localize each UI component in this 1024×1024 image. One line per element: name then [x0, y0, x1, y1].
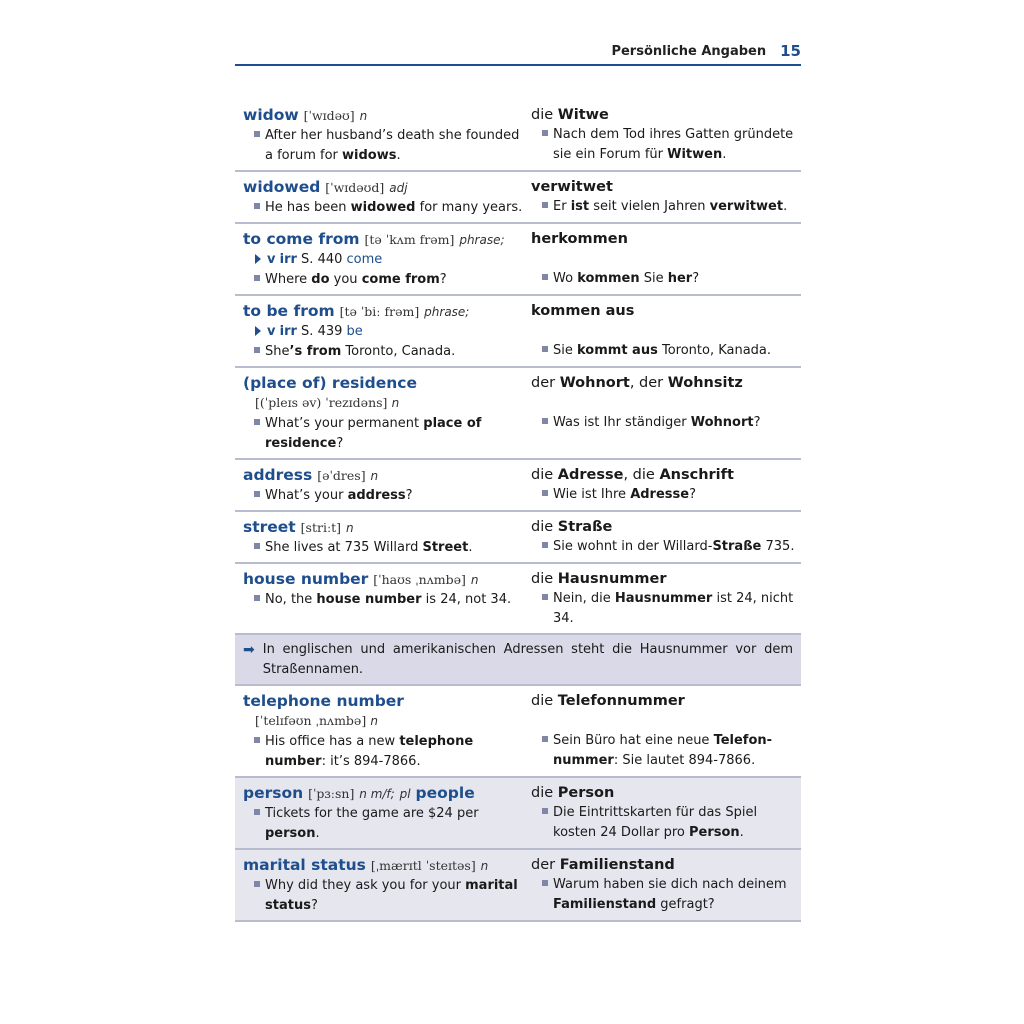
entry-headline — [243, 229, 523, 250]
text: Why did they ask you for your — [265, 878, 466, 893]
entry-headline — [243, 105, 523, 126]
german-column — [523, 301, 801, 362]
bold-text: Straße — [557, 519, 613, 535]
german-example — [531, 537, 801, 557]
text: for many years. — [415, 200, 523, 215]
english-example — [243, 126, 523, 166]
german-column — [523, 855, 801, 916]
section-title: Persönliche Angaben — [611, 43, 767, 59]
bullet-icon — [542, 880, 548, 886]
part-of-speech: n — [370, 469, 379, 483]
note-text: In englischen und amerikanischen Adressen steht die Hausnummer vor dem Straßennamen. — [262, 642, 793, 677]
english-column — [235, 517, 523, 558]
bold-text: Anschrift — [659, 467, 734, 483]
german-example — [531, 125, 801, 165]
part-of-speech: n — [480, 859, 489, 873]
bold-text: telephone number — [265, 734, 474, 769]
text: Toronto, Canada. — [341, 344, 456, 359]
bold-text: ist — [570, 199, 590, 214]
english-column — [235, 229, 523, 290]
text: Sie — [553, 343, 577, 358]
headword: house number — [243, 570, 369, 588]
pronunciation: [ˌmærɪtl ˈsteɪtəs] — [370, 858, 476, 873]
bullet-icon — [254, 881, 260, 887]
pronunciation: [ˈhaʊs ˌnʌmbə] — [373, 572, 466, 587]
german-translation — [531, 177, 801, 197]
bold-text: Familienstand — [553, 897, 657, 912]
text: She lives at 735 Willard — [265, 540, 423, 555]
text: Warum haben sie dich nach deinem — [553, 877, 787, 892]
text: . — [722, 147, 727, 162]
german-column — [523, 373, 801, 454]
text: What’s your permanent — [265, 416, 424, 431]
triangle-right-icon — [255, 326, 261, 336]
cross-reference — [243, 250, 523, 270]
entry-headline — [243, 783, 523, 804]
bold-text: person — [265, 826, 316, 841]
pronunciation: [tə ˈbiː frəm] — [339, 304, 420, 319]
entry-headline — [243, 301, 523, 322]
text: ? — [692, 271, 700, 286]
bold-text: herkommen — [531, 231, 628, 247]
text: . — [315, 826, 320, 841]
bullet-icon — [254, 737, 260, 743]
bullet-icon — [254, 543, 260, 549]
text: Sein Büro hat eine neue — [553, 733, 714, 748]
text: . — [783, 199, 788, 214]
text: . — [739, 825, 744, 840]
bold-text: kommen — [577, 271, 640, 286]
german-column — [523, 177, 801, 218]
english-column — [235, 569, 523, 629]
bold-text: Street — [422, 540, 469, 555]
bold-text: do — [311, 272, 330, 287]
pronunciation: [ˈwɪdəʊd] — [325, 180, 385, 195]
headword: widowed — [243, 178, 321, 196]
text: , die — [623, 467, 660, 483]
reference-word: come — [346, 252, 383, 267]
english-example — [243, 486, 523, 506]
text: He has been — [265, 200, 351, 215]
text: : it’s 894-7866. — [321, 754, 421, 769]
bullet-icon — [542, 202, 548, 208]
page-reference: S. 440 — [301, 252, 343, 267]
bold-text: Straße — [712, 539, 762, 554]
english-example — [243, 414, 523, 454]
pronunciation: [tə ˈkʌm frəm] — [364, 232, 455, 247]
bold-text: her — [667, 271, 693, 286]
english-column — [235, 105, 523, 166]
text: you — [329, 272, 362, 287]
bullet-icon — [254, 491, 260, 497]
english-column — [235, 177, 523, 218]
bold-text: Hausnummer — [614, 591, 713, 606]
text: der — [531, 857, 560, 873]
dictionary-entry — [235, 686, 801, 778]
german-column — [523, 569, 801, 629]
english-example — [243, 198, 523, 218]
text: ? — [336, 436, 344, 451]
bold-text: Familienstand — [559, 857, 675, 873]
text: ist 24, nicht 34. — [553, 591, 794, 626]
part-of-speech: n — [359, 109, 368, 123]
text: What’s your — [265, 488, 348, 503]
german-translation — [531, 373, 801, 393]
bullet-icon — [254, 347, 260, 353]
bold-text: verwitwet — [709, 199, 784, 214]
german-column — [523, 229, 801, 290]
bold-text: come from — [361, 272, 440, 287]
plural-label: pl — [399, 787, 411, 801]
pronunciation: [ˈtelɪfəʊn ˌnʌmbə] — [255, 713, 367, 728]
german-translation — [531, 569, 801, 589]
headword: address — [243, 466, 313, 484]
dictionary-entry — [235, 296, 801, 368]
headword: street — [243, 518, 296, 536]
plural-form: people — [415, 784, 475, 802]
english-column — [235, 855, 523, 916]
german-example — [531, 197, 801, 217]
bold-text: Adresse — [630, 487, 690, 502]
part-of-speech: phrase; — [459, 233, 505, 247]
text: seit vielen Jahren — [589, 199, 710, 214]
pronunciation: [(ˈpleɪs əv) ˈrezɪdəns] — [255, 395, 388, 410]
entry-group — [235, 100, 801, 635]
dictionary-entry — [235, 224, 801, 296]
text: 735. — [761, 539, 795, 554]
pronunciation-line — [243, 711, 523, 732]
text: Was ist Ihr ständiger — [553, 415, 691, 430]
text: ? — [753, 415, 761, 430]
dictionary-entry — [235, 564, 801, 635]
entry-headline — [243, 855, 523, 876]
english-example — [243, 538, 523, 558]
german-translation — [531, 783, 801, 803]
text: Wie ist Ihre — [553, 487, 631, 502]
headword: widow — [243, 106, 299, 124]
german-translation — [531, 855, 801, 875]
text: : Sie lautet 894-7866. — [613, 753, 756, 768]
bullet-icon — [542, 346, 548, 352]
bold-text: Telefonnummer — [553, 733, 773, 768]
german-example — [531, 413, 801, 433]
german-translation — [531, 465, 801, 485]
part-of-speech: n — [470, 573, 479, 587]
pronunciation: [striːt] — [300, 520, 342, 535]
bold-text: Wohnort — [559, 375, 630, 391]
pronunciation: [ˈwɪdəʊ] — [303, 108, 355, 123]
entry-headline — [243, 465, 523, 486]
english-example — [243, 270, 523, 290]
dictionary-entry — [235, 100, 801, 172]
german-translation — [531, 301, 801, 321]
text: Where — [265, 272, 312, 287]
text: der — [531, 375, 560, 391]
bold-text: ’s from — [289, 344, 342, 359]
cross-reference — [243, 322, 523, 342]
bold-text: Person — [688, 825, 740, 840]
bullet-icon — [542, 274, 548, 280]
headword: to be from — [243, 302, 335, 320]
headword: person — [243, 784, 304, 802]
pronunciation-line — [243, 393, 523, 414]
text: Sie wohnt in der Willard- — [553, 539, 713, 554]
text: , der — [629, 375, 668, 391]
text: is 24, not 34. — [421, 592, 512, 607]
entry-headline — [243, 373, 523, 393]
bullet-icon — [542, 808, 548, 814]
text: ? — [689, 487, 696, 502]
bold-text: place of residence — [265, 416, 482, 451]
bold-text: Wohnsitz — [667, 375, 743, 391]
english-column — [235, 465, 523, 506]
bullet-icon — [254, 203, 260, 209]
text: die — [531, 467, 558, 483]
bold-text: Person — [557, 785, 615, 801]
entry-headline — [243, 517, 523, 538]
english-column — [235, 301, 523, 362]
bold-text: address — [347, 488, 406, 503]
entry-headline — [243, 691, 523, 711]
bullet-icon — [542, 542, 548, 548]
bold-text: Witwen — [667, 147, 723, 162]
text: Nein, die — [553, 591, 615, 606]
part-of-speech: n — [391, 396, 400, 410]
text: ? — [405, 488, 413, 503]
text: Sie — [639, 271, 668, 286]
irregular-label: irr — [279, 324, 297, 339]
bold-text: kommt aus — [577, 343, 658, 358]
bullet-icon — [254, 275, 260, 281]
headword: to come from — [243, 230, 360, 248]
english-example — [243, 804, 523, 844]
german-example — [531, 341, 801, 361]
bullet-icon — [542, 736, 548, 742]
text: ? — [310, 898, 318, 913]
part-of-speech: phrase; — [424, 305, 470, 319]
part-of-speech: n — [370, 714, 378, 728]
english-example — [243, 732, 523, 772]
reference-word: be — [346, 324, 363, 339]
dictionary-entry — [235, 778, 801, 850]
verb-label: v — [267, 252, 276, 267]
page-number: 15 — [780, 42, 801, 60]
dictionary-entry — [235, 460, 801, 512]
pronunciation: [əˈdres] — [317, 468, 366, 483]
irregular-label: irr — [279, 252, 297, 267]
text: Nach dem Tod ihres Gatten gründete sie ein Forum für — [553, 127, 794, 162]
entry-headline — [243, 177, 523, 198]
text: ? — [439, 272, 447, 287]
entry-headline — [243, 569, 523, 590]
bold-text: widows — [342, 148, 397, 163]
text: . — [396, 148, 401, 163]
german-column — [523, 105, 801, 166]
bullet-icon — [254, 595, 260, 601]
bullet-icon — [542, 594, 548, 600]
german-column — [523, 691, 801, 772]
spacer — [531, 393, 801, 413]
german-column — [523, 783, 801, 844]
bold-text: Hausnummer — [557, 571, 667, 587]
bullet-icon — [254, 809, 260, 815]
spacer — [531, 321, 801, 341]
info-note — [235, 635, 801, 686]
bold-text: Adresse — [557, 467, 624, 483]
german-example — [531, 803, 801, 843]
text: Er — [553, 199, 571, 214]
bullet-icon — [254, 131, 260, 137]
part-of-speech: n — [346, 521, 354, 535]
german-translation — [531, 229, 801, 249]
dictionary-entry — [235, 850, 801, 922]
part-of-speech: n m/f; — [359, 787, 395, 801]
english-column — [235, 783, 523, 844]
verb-label: v — [267, 324, 276, 339]
text: die — [531, 785, 558, 801]
text: Wo — [553, 271, 578, 286]
text: die — [531, 571, 558, 587]
german-translation — [531, 691, 801, 711]
bold-text: Wohnort — [690, 415, 754, 430]
bold-text: kommen aus — [531, 303, 635, 319]
english-example — [243, 342, 523, 362]
arrow-right-icon: ➡ — [243, 642, 255, 658]
headword: telephone number — [243, 692, 404, 710]
english-column — [235, 373, 523, 454]
bold-text: widowed — [350, 200, 416, 215]
german-example — [531, 875, 801, 915]
bullet-icon — [542, 490, 548, 496]
bullet-icon — [542, 130, 548, 136]
german-column — [523, 517, 801, 558]
text: Tickets for the game are $24 per — [265, 806, 479, 821]
german-translation — [531, 517, 801, 537]
text: die — [531, 693, 558, 709]
bold-text: marital status — [265, 878, 518, 913]
german-translation — [531, 105, 801, 125]
text: She — [265, 344, 290, 359]
german-example — [531, 731, 801, 771]
german-example — [531, 269, 801, 289]
german-column — [523, 465, 801, 506]
bold-text: Witwe — [557, 107, 609, 123]
headword: (place of) residence — [243, 374, 417, 392]
entry-group — [235, 686, 801, 922]
dictionary-entry — [235, 172, 801, 224]
text: die — [531, 107, 558, 123]
dictionary-entry — [235, 368, 801, 460]
text: No, the — [265, 592, 317, 607]
english-example — [243, 876, 523, 916]
text: . — [468, 540, 473, 555]
text: His office has a new — [265, 734, 400, 749]
bold-text: verwitwet — [531, 179, 613, 195]
text: Die Eintrittskarten für das Spiel kosten 24 Dollar pro — [553, 805, 758, 840]
bullet-icon — [542, 418, 548, 424]
german-example — [531, 589, 801, 629]
spacer — [531, 711, 801, 731]
headword: marital status — [243, 856, 366, 874]
dictionary-entry — [235, 512, 801, 564]
english-example — [243, 590, 523, 610]
bullet-icon — [254, 419, 260, 425]
text: gefragt? — [656, 897, 715, 912]
bold-text: Telefonnummer — [557, 693, 685, 709]
triangle-right-icon — [255, 254, 261, 264]
spacer — [531, 249, 801, 269]
pronunciation: [ˈpɜːsn] — [308, 786, 355, 801]
english-column — [235, 691, 523, 772]
german-example — [531, 485, 801, 505]
bold-text: house number — [316, 592, 422, 607]
text: Toronto, Kanada. — [657, 343, 772, 358]
page-header — [235, 38, 801, 66]
page-reference: S. 439 — [301, 324, 343, 339]
text: After her husband’s death she founded a forum for — [265, 128, 520, 163]
vocabulary-list — [235, 100, 801, 922]
text: die — [531, 519, 558, 535]
part-of-speech: adj — [389, 181, 408, 195]
